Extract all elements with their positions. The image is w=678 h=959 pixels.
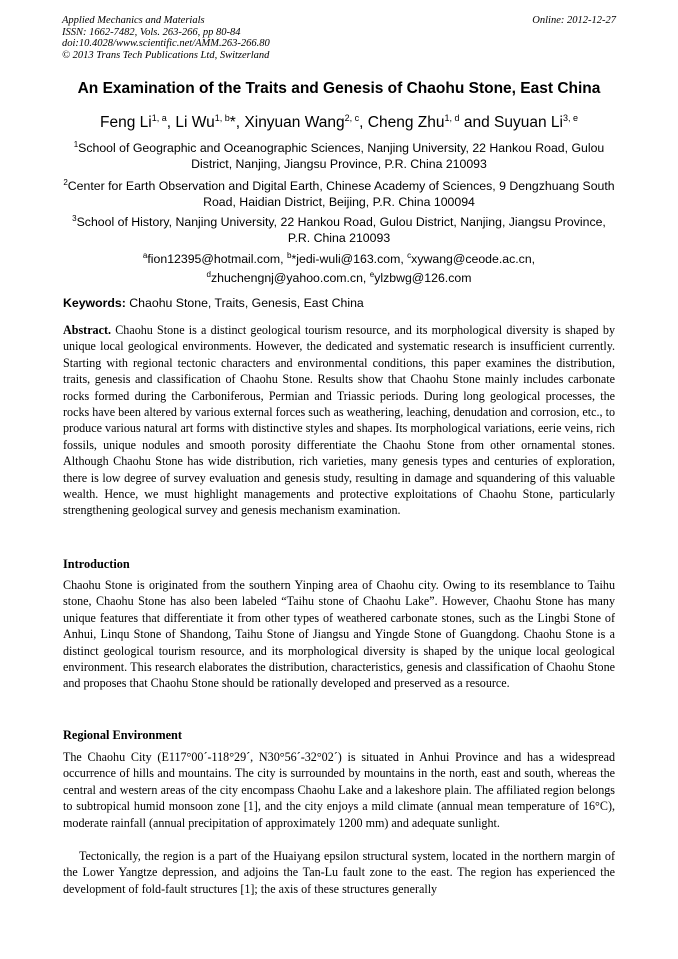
issn-line: ISSN: 1662-7482, Vols. 263-266, pp 80-84 [62,26,241,38]
author-superscript: 1, b [214,113,230,123]
email-superscript: d [206,270,211,280]
regional-paragraph-1: The Chaohu City (E117°00´-118°29´, N30°56´-32°02´) is situated in Anhui Province and has a widespread occurrence of hills and mountains. The city is surrounded by mountains in the north, east and south, whereas the central and western areas of the city encompass Chaohu Lake and a lakeshore plain. The affiliated region belongs to subtropical humid monsoon zone [1], and the city enjoys a mild climate (annual mean temperature of 16°C), moderate rainfall (annual precipitation of approximately 1200 mm) and adequate sunlight. [63,750,615,830]
abstract-label: Abstract. [63,323,112,337]
email-superscript: e [369,270,375,280]
email-link[interactable]: *jedi-wuli@163.com, [291,252,404,267]
author-name: Li Wu [175,114,215,132]
regional-paragraph-2: Tectonically, the region is a part of the Huaiyang epsilon structural system, located in the northern margin of the Lower Yangtze depression, and adjoins the Tan-Lu fault zone to the east. The region has experienced the development of fold-fault structures [1]; the axis of these structures generally [63,849,615,896]
affiliation-1 [60,137,618,172]
copyright-line: © 2013 Trans Tech Publications Ltd, Switzerland [62,49,270,61]
email-superscript: b [287,251,292,260]
affiliation-superscript: 1 [73,140,79,149]
affiliation-2 [60,175,618,210]
author-separator: and [459,114,494,132]
author-name: Feng Li [100,114,152,132]
affiliation-superscript: 3 [72,214,77,223]
affiliation-text: Center for Earth Observation and Digital Earth, Chinese Academy of Sciences, 9 Dengzhuang South Road, Haidian District, Beijing, P.R. China 100094 [67,179,615,210]
email-superscript: a [142,251,148,260]
email-link[interactable]: ylzbwg@126.com [374,271,472,286]
online-date: Online: 2012-12-27 [532,15,616,26]
introduction-paragraph: Chaohu Stone is originated from the southern Yinping area of Chaohu city. Owing to its resemblance to Taihu stone, Chaohu Stone has also been labeled “Taihu stone of Chaohu Lake”. However, Chaohu Stone has many unique features that differentiate it from other types of weathered carbonate stones, such as the Lingbi Stone of Anhui, Linqu Stone of Shandong, Taihu Stone of Jiangsu and Yingde Stone of Guangdong. Chaohu Stone is a distinct geological tourism resource, and its morphological diversity is shaped by the unique local geological environment. This research elaborates the distribution, characteristics, genesis and classification of Chaohu Stone and proposes that Chaohu Stone should be rationally developed and preserved as a resource. [63,578,615,691]
affiliation-text: School of History, Nanjing University, 22 Hankou Road, Gulou District, Nanjing, Jiangsu Province, P.R. China 210093 [76,215,606,246]
author-list [30,113,648,132]
keywords [63,296,623,310]
author-name: Xinyuan Wang [244,114,345,132]
paper-title: An Examination of the Traits and Genesis of Chaohu Stone, East China [77,80,601,97]
keywords-label: Keywords: [63,296,126,310]
corresponding-mark: * [229,114,236,132]
section-heading-introduction: Introduction [63,557,130,571]
email-superscript: c [407,251,412,260]
author-separator: , [359,114,368,132]
email-list [60,248,618,286]
journal-header [62,15,616,61]
affiliation-superscript: 2 [63,178,68,187]
keywords-text: Chaohu Stone, Traits, Genesis, East China [129,296,364,310]
author-superscript: 3, e [562,113,578,123]
author-superscript: 1, d [444,113,460,123]
email-link[interactable]: xywang@ceode.ac.cn, [411,252,536,267]
section-heading-regional-environment: Regional Environment [63,728,182,742]
abstract-text: Chaohu Stone is a distinct geological tourism resource, and its morphological diversity is shaped by unique local geological environments. However, the dedicated and systematic research is insufficient currently. Starting with regional tectonic characters and environmental conditions, this paper examines the distribution, traits, genesis and classification of Chaohu Stone. Results show that Chaohu Stone mainly includes carbonate rocks formed during the Carboniferous, Permian and Triassic periods. During long geological processes, the rocks have been altered by various external forces such as weathering, leaching, denudation and corrosion, etc., to produce various natural art forms with distinctive styles and shapes. Its morphological variations, eerie veins, rich fossils, unique nodules and smooth porosity differentiate the Chaohu Stone from other ornamental stones. Although Chaohu Stone has wide distribution, rich varieties, many genesis types and centuries of exploration, there is low degree of survey evaluation and genesis study, resulting in damage and squandering of this valuable wealth. Hence, we must highlight managements and protective exploitations of Chaohu Stone, particularly strengthening geological survey and genesis mechanism examination. [63,323,615,518]
email-link[interactable]: zhuchengnj@yahoo.com.cn, [210,271,367,286]
author-superscript: 1, a [151,113,167,123]
author-name: Suyuan Li [494,114,563,132]
abstract [63,322,615,519]
author-name: Cheng Zhu [367,114,445,132]
author-superscript: 2, c [344,113,360,123]
journal-name: Applied Mechanics and Materials [62,15,205,26]
affiliation-text: School of Geographic and Oceanographic Sciences, Nanjing University, 22 Hankou Road, Gulou District, Nanjing, Jiangsu Province, P.R. China 210093 [78,141,605,172]
email-link[interactable]: fion12395@hotmail.com, [147,252,284,267]
affiliation-3 [60,211,618,246]
author-separator: , [166,114,176,132]
author-separator: , [235,114,245,132]
doi-line: doi:10.4028/www.scientific.net/AMM.263-266.80 [62,38,270,49]
